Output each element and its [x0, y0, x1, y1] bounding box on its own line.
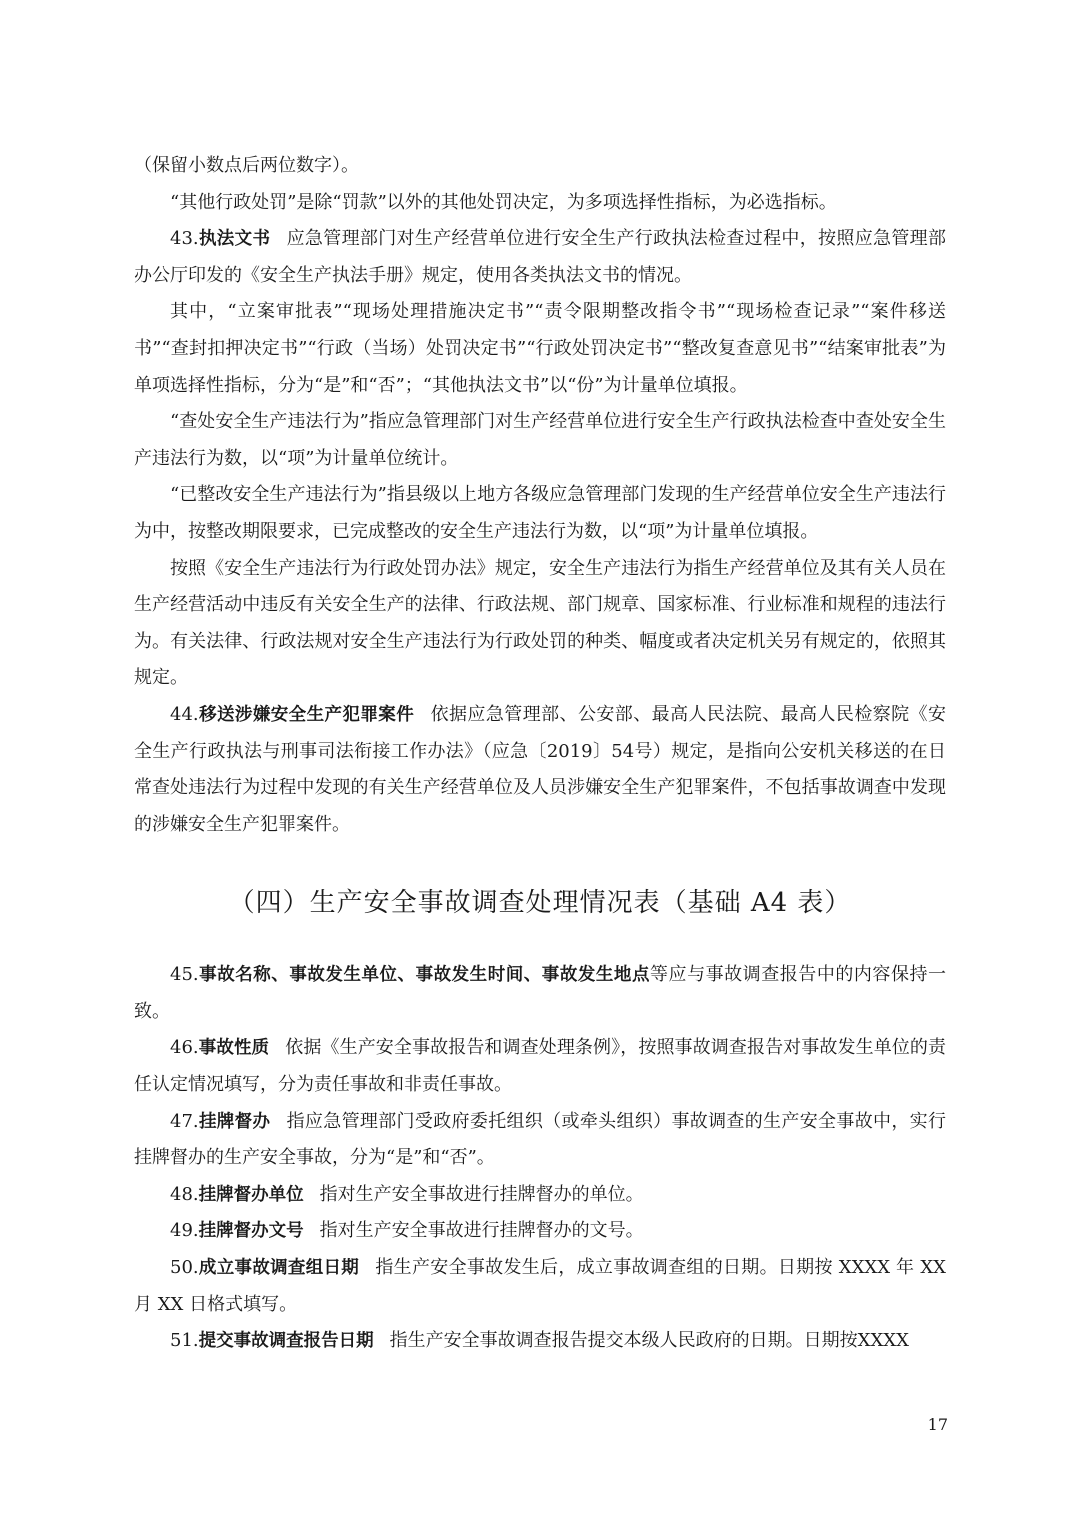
paragraph — [134, 477, 946, 550]
paragraph-item-50 — [134, 1250, 946, 1323]
paragraph-item-47 — [134, 1104, 946, 1177]
paragraph — [134, 404, 946, 477]
paragraph-text: （保留小数点后两位数字）。 — [134, 155, 359, 176]
page-number: 17 — [927, 1415, 948, 1434]
paragraph-text: 按照《安全生产违法行为行政处罚办法》规定，安全生产违法行为指生产经营单位及其有关人员在生产经营活动中违反有关安全生产的法律、行政法规、部门规章、国家标准、行业标准和规程的违法行为。有关法律、行政法规对安全生产违法行为行政处罚的种类、幅度或者决定机关另有规定的，依照其规定。 — [134, 557, 946, 689]
item-term: 挂牌督办 — [198, 1111, 271, 1132]
section-title: （四）生产安全事故调查处理情况表（基础 A4 表） — [228, 888, 852, 919]
item-number: 46. — [170, 1037, 199, 1059]
item-term: 挂牌督办单位 — [198, 1184, 304, 1205]
item-term: 执法文书 — [198, 229, 271, 250]
paragraph — [134, 294, 946, 404]
paragraph-text: “其他行政处罚”是除“罚款”以外的其他处罚决定，为多项选择性指标，为必选指标。 — [170, 191, 837, 213]
paragraph — [134, 185, 946, 222]
paragraph-item-43 — [134, 221, 946, 294]
item-number: 48. — [170, 1183, 199, 1205]
paragraph-text: 其中，“立案审批表”“现场处理措施决定书”“责令限期整改指令书”“现场检查记录”“案件移送书”“查封扣押决定书”“行政（当场）处罚决定书”“行政处罚决定书”“整改复查意见书”“结案审批表”为单项选择性指标，分为“是”和“否”；“其他执法文书”以“份”为计量单位填报。 — [134, 301, 946, 396]
page-body — [134, 148, 946, 1360]
item-term: 事故性质 — [198, 1038, 270, 1059]
item-number: 47. — [170, 1110, 199, 1132]
item-term: 事故名称、事故发生单位、事故发生时间、事故发生地点 — [198, 965, 651, 986]
paragraph-item-44 — [134, 697, 946, 843]
item-number: 50. — [170, 1257, 199, 1279]
item-term: 提交事故调查报告日期 — [198, 1331, 374, 1352]
item-text: 应急管理部门对生产经营单位进行安全生产行政执法检查过程中，按照应急管理部办公厅印发的《安全生产执法手册》规定，使用各类执法文书的情况。 — [134, 228, 947, 286]
paragraph — [134, 551, 946, 697]
item-number: 44. — [170, 703, 199, 725]
paragraph — [134, 148, 946, 185]
item-text: 指对生产安全事故进行挂牌督办的文号。 — [319, 1220, 644, 1242]
paragraph-text: “已整改安全生产违法行为”指县级以上地方各级应急管理部门发现的生产经营单位安全生产违法行为中，按整改期限要求，已完成整改的安全生产违法行为数，以“项”为计量单位填报。 — [134, 484, 946, 542]
paragraph-item-49 — [134, 1213, 946, 1250]
item-number: 45. — [170, 964, 199, 986]
item-term: 成立事故调查组日期 — [198, 1258, 360, 1279]
item-text: 指生产安全事故发生后，成立事故调查组的日期。日期按 XXXX 年 XX 月 XX 日格式填写。 — [134, 1257, 946, 1315]
item-number: 49. — [170, 1220, 199, 1242]
item-term: 挂牌督办文号 — [198, 1221, 304, 1242]
item-text: 等应与事故调查报告中的内容保持一致。 — [134, 964, 947, 1022]
item-text: 指对生产安全事故进行挂牌督办的单位。 — [319, 1183, 644, 1205]
paragraph-item-46 — [134, 1030, 946, 1103]
item-number: 51. — [170, 1330, 199, 1352]
item-text: 指应急管理部门受政府委托组织（或牵头组织）事故调查的生产安全事故中，实行挂牌督办的生产安全事故，分为“是”和“否”。 — [134, 1110, 947, 1169]
item-text: 指生产安全事故调查报告提交本级人民政府的日期。日期按XXXX — [389, 1330, 909, 1352]
item-text: 依据应急管理部、公安部、最高人民法院、最高人民检察院《安全生产行政执法与刑事司法衔接工作办法》（应急〔2019〕54号）规定，是指向公安机关移送的在日常查处违法行为过程中发现的有关生产经营单位及人员涉嫌安全生产犯罪案件，不包括事故调查中发现的涉嫌安全生产犯罪案件。 — [134, 703, 947, 835]
item-text: 依据《生产安全事故报告和调查处理条例》，按照事故调查报告对事故发生单位的责任认定情况填写，分为责任事故和非责任事故。 — [134, 1037, 947, 1096]
item-number: 43. — [170, 228, 199, 250]
paragraph-item-45 — [134, 957, 946, 1030]
paragraph-item-48 — [134, 1177, 946, 1214]
paragraph-item-51 — [134, 1323, 946, 1360]
item-term: 移送涉嫌安全生产犯罪案件 — [198, 704, 415, 725]
paragraph-text: “查处安全生产违法行为”指应急管理部门对生产经营单位进行安全生产行政执法检查中查处安全生产违法行为数，以“项”为计量单位统计。 — [134, 411, 946, 469]
